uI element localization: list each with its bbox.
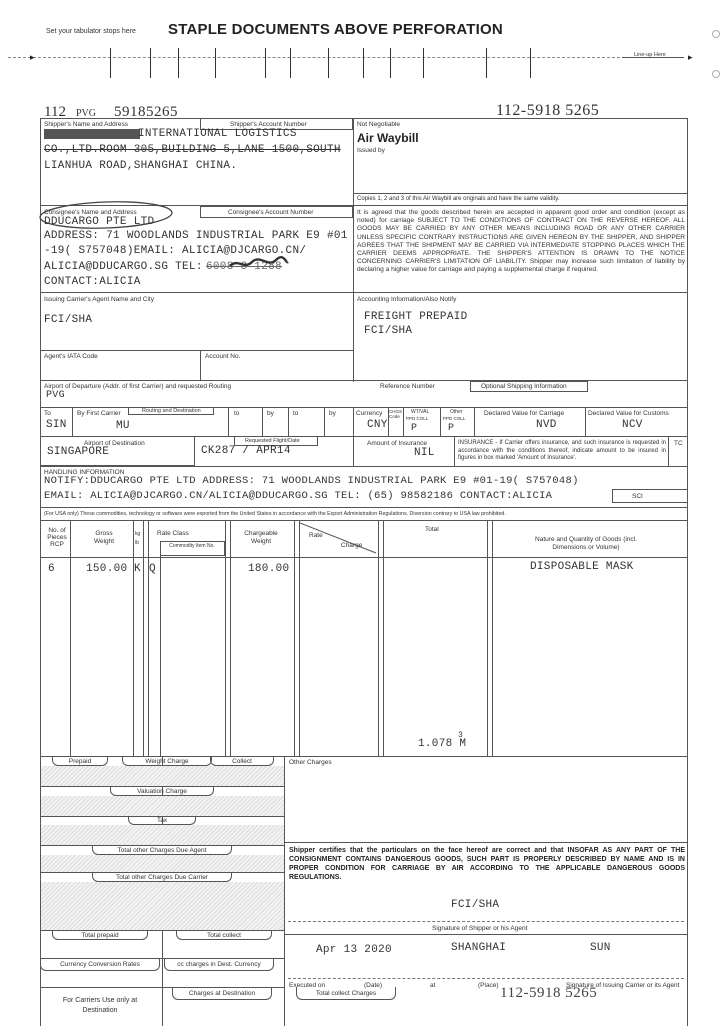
consignee-line2: ADDRESS: 71 WOODLANDS INDUSTRIAL PARK E9 #01 <box>44 230 348 242</box>
gross-weight-label: Gross Weight <box>93 530 115 545</box>
consignee-account-label: Consignee's Account Number <box>228 209 314 216</box>
issued-by-label: Issued by <box>357 147 385 154</box>
other-mark: P <box>448 423 455 434</box>
chargeable-weight-value: 180.00 <box>248 563 290 575</box>
tab-stop <box>178 48 179 78</box>
lineup-line <box>622 57 684 58</box>
other-charges-label: Other Charges <box>289 759 332 766</box>
tax-label: Tax <box>156 817 168 824</box>
iata-code-label: Agent's IATA Code <box>44 353 98 360</box>
currency-rates-label: Currency Conversion Rates <box>60 961 140 968</box>
tab-stop <box>363 48 364 78</box>
copies-note: Copies 1, 2 and 3 of this Air Waybill are originals and have the same validity. <box>357 196 560 202</box>
at-label: at <box>430 982 436 989</box>
rate-label: Rate <box>309 532 323 539</box>
currency-label: Currency <box>356 410 383 417</box>
air-waybill-title: Air Waybill <box>357 131 419 145</box>
cc-charges-label: cc charges in Dest. Currency <box>177 961 261 968</box>
tc-label: TC <box>674 440 683 447</box>
consignee-label: Consignee's Name and Address <box>44 209 137 216</box>
tab-stop <box>265 48 266 78</box>
insurance-amount-label: Amount of Insurance <box>367 440 427 447</box>
binder-hole <box>712 70 720 78</box>
tab-stop <box>150 48 151 78</box>
by2-label: by <box>267 410 274 417</box>
shipper-line3: LIANHUA ROAD,SHANGHAI CHINA. <box>44 160 238 172</box>
kg-mark: K <box>134 563 141 575</box>
declared-carriage-label: Declared Value for Carriage <box>484 410 565 417</box>
weight-charge-label: Weight Charge <box>145 758 189 765</box>
awb-origin: PVG <box>76 108 97 119</box>
tab-stop <box>215 48 216 78</box>
goods-description: DISPOSABLE MASK <box>530 561 634 573</box>
tabulator-note: Set your tabulator stops here <box>46 28 136 35</box>
shipper-signature-value: FCI/SHA <box>451 899 500 911</box>
shipper-line1: INTERNATIONAL LOGISTICS <box>138 128 297 140</box>
charges-at-destination-label: Charges at Destination <box>188 990 256 997</box>
tab-stop <box>530 48 531 78</box>
valuation-charge-label: Valuation Charge <box>137 788 187 795</box>
insurance-note: INSURANCE - If Carrier offers insurance, and such insurance is requested in accordance with the conditions thereof, indicate amount to be insured in figures in box marked 'Amount of Insurance'. <box>458 440 666 462</box>
volume-value: 1.078 M <box>418 738 467 750</box>
tab-stop <box>486 48 487 78</box>
to3-label: to <box>293 410 299 417</box>
tab-stop <box>423 48 424 78</box>
carrier-signer-value: SUN <box>590 942 611 954</box>
tab-stop <box>110 48 111 78</box>
perforation-line <box>8 57 620 58</box>
prepaid-label: Prepaid <box>68 758 92 765</box>
insurance-amount-value: NIL <box>414 447 435 459</box>
declared-carriage-value: NVD <box>536 419 557 431</box>
shipper-account-label: Shipper's Account Number <box>230 121 307 128</box>
agent-label: Issuing Carrier's Agent Name and City <box>44 296 154 303</box>
arrow-right-icon: ▸ <box>30 52 35 62</box>
ppd-coll-label: PPD COLL <box>406 416 429 421</box>
total-collect-charges-label: Total collect Charges <box>315 990 377 997</box>
other-label: Other <box>450 409 463 415</box>
gross-weight-value: 150.00 <box>86 563 128 575</box>
chargeable-weight-label: Chargeable Weight <box>244 530 278 545</box>
first-carrier-value: MU <box>116 420 130 432</box>
by3-label: by <box>329 410 336 417</box>
handling-line2: EMAIL: ALICIA@DJCARGO.CN/ALICIA@DDUCARGO.SG TEL: (65) 98582186 CONTACT:ALICIA <box>44 490 553 502</box>
volume-exponent: 3 <box>458 731 464 740</box>
commodity-label: Commodity Item No. <box>169 543 215 549</box>
lineup-note: Line-up Here <box>634 52 666 58</box>
tab-stop <box>290 48 291 78</box>
handling-label: HANDLING INFORMATION <box>44 469 125 476</box>
shipper-label: Shipper's Name and Address <box>44 121 128 128</box>
staple-title: STAPLE DOCUMENTS ABOVE PERFORATION <box>168 21 503 38</box>
rate-class-label: Rate Class <box>157 530 189 537</box>
rate-class-value: Q <box>149 563 156 575</box>
total-collect-label: Total collect <box>207 932 241 939</box>
chgs-code-label: CHGS Code <box>389 409 403 419</box>
binder-hole <box>712 30 720 38</box>
shipper-line2: CO.,LTD.ROOM 305,BUILDING 5,LANE 1500,SOUTH <box>44 144 341 156</box>
total-label: Total <box>425 526 439 533</box>
declared-customs-label: Declared Value for Customs <box>588 410 669 417</box>
declared-customs-value: NCV <box>622 419 643 431</box>
executed-on-label: Executed on <box>289 982 326 989</box>
conditions-of-contract: It is agreed that the goods described herein are accepted in apparent good order and condition (except as noted) for carriage SUBJECT TO THE CONDITIONS OF CONTRACT ON THE REVERSE HEREOF. ALL GOODS MAY BE CARRIED BY ANY OTHER MEANS INCLUDING ROAD OR ANY OTHER CARRIER UNLESS SPECIFIC CONTRARY INSTRUCTIONS ARE GIVEN HEREON BY THE SHIPPER, AND SHIPPER AGREES THAT THE SHIPMENT MAY BE CARRIED VIA INTERMEDIATE STOPPING PLACES WHICH THE CARRIER DEEMS APPROPRIATE. THE SHIPPER'S ATTENTION IS DRAWN TO THE NOTICE CONCERNING CARRIER'S LIMITATION OF LIABILITY. Shipper may increase such limitation of liability by declaring a higher value for carriage and paying a supplemental charge if required. <box>357 209 685 274</box>
pieces-label: No. of Pieces RCP <box>47 527 67 548</box>
flight-date-value: CK287 / APR14 <box>201 445 291 457</box>
collect-label: Collect <box>232 758 252 765</box>
export-note: (For USA only) These commodities, technology or software were exported from the United States in accordance with the Export Administration Regulations. Diversion contrary to USA law prohibited. <box>44 511 506 517</box>
accounting-label: Accounting Information/Also Notify <box>357 296 457 303</box>
currency-value: CNY <box>367 419 388 431</box>
pieces-value: 6 <box>48 563 55 575</box>
to-value: SIN <box>46 419 67 431</box>
reference-label: Reference Number <box>380 383 435 390</box>
awb-prefix: 112 <box>44 104 66 120</box>
nature-goods-label: Nature and Quantity of Goods (incl. Dimensions or Volume) <box>535 536 637 551</box>
handling-line1: NOTIFY:DDUCARGO PTE LTD ADDRESS: 71 WOODLANDS INDUSTRIAL PARK E9 #01-19( S757048) <box>44 475 579 487</box>
ppd-coll-label-2: PPD COLL <box>443 416 466 421</box>
total-prepaid-label: Total prepaid <box>81 932 119 939</box>
place-label: (Place) <box>478 982 499 989</box>
routing-destination-label: Routing and Destination <box>142 408 201 414</box>
not-negotiable: Not Negotiable <box>357 121 400 128</box>
total-other-carrier-label: Total other Charges Due Carrier <box>115 874 209 881</box>
scribble-redaction <box>228 256 290 272</box>
departure-label: Airport of Departure (Addr. of first Carrier) and requested Routing <box>44 383 232 390</box>
redaction-bar <box>44 129 140 139</box>
wtval-mark: P <box>411 423 418 434</box>
agent-value: FCI/SHA <box>44 314 93 326</box>
tab-stop <box>390 48 391 78</box>
awb-number-top: 112-5918 5265 <box>496 102 600 119</box>
optional-shipping-label: Optional Shipping Information <box>481 383 567 390</box>
wtval-label: WT/VAL <box>411 409 430 415</box>
destination-value: SINGAPORE <box>47 446 110 458</box>
consignee-line5: CONTACT:ALICIA <box>44 276 141 288</box>
awb-serial: 59185265 <box>114 104 178 120</box>
charge-label: Charge <box>341 542 363 549</box>
shipper-signature-label: Signature of Shipper or his Agent <box>432 925 528 932</box>
execution-date-value: Apr 13 2020 <box>316 944 392 956</box>
accounting-line1: FREIGHT PREPAID <box>364 311 468 323</box>
total-other-agent-label: Total other Charges Due Agent <box>117 847 207 854</box>
destination-label: Airport of Destination <box>84 440 145 447</box>
to2-label: to <box>234 410 240 417</box>
shipper-certification: Shipper certifies that the particulars on the face hereof are correct and that INSOFAR AS ANY PART OF THE CONSIGNMENT CONTAINS DANGEROUS GOODS, SUCH PART IS PROPERLY DESCRIBED BY NAME AND IS IN PROPER CONDITION FOR CARRIAGE BY AIR ACCORDING TO THE APPLICABLE DANGEROUS GOODS REGULATIONS. <box>289 847 685 881</box>
consignee-line1: DDUCARGO PTE LTD <box>44 216 155 228</box>
consignee-redacted: 6008 8 1288 <box>206 261 282 273</box>
departure-value: PVG <box>46 390 65 401</box>
flight-date-label: Requested Flight/Date <box>245 438 300 444</box>
first-carrier-label: By First Carrier <box>77 410 121 417</box>
consignee-line4: ALICIA@DDUCARGO.SG TEL: <box>44 261 203 273</box>
to-label: To <box>44 410 51 417</box>
sci-label: SCI <box>632 493 643 500</box>
awb-number-bottom: 112-5918 5265 <box>500 985 598 1001</box>
agent-account-label: Account No. <box>205 353 241 360</box>
carrier-signature-label: Signature of Issuing Carrier or its Agent <box>566 982 680 989</box>
execution-place-value: SHANGHAI <box>451 942 507 954</box>
date-label: (Date) <box>364 982 383 989</box>
consignee-line3: -19( S757048)EMAIL: ALICIA@DJCARGO.CN/ <box>44 245 307 257</box>
tab-stop <box>328 48 329 78</box>
carrier-use-label: For Carriers Use only at Destination <box>62 997 138 1014</box>
accounting-line2: FCI/SHA <box>364 325 413 337</box>
kg-lb-label: kg lb <box>135 531 141 546</box>
arrow-right-icon: ▸ <box>688 52 693 62</box>
